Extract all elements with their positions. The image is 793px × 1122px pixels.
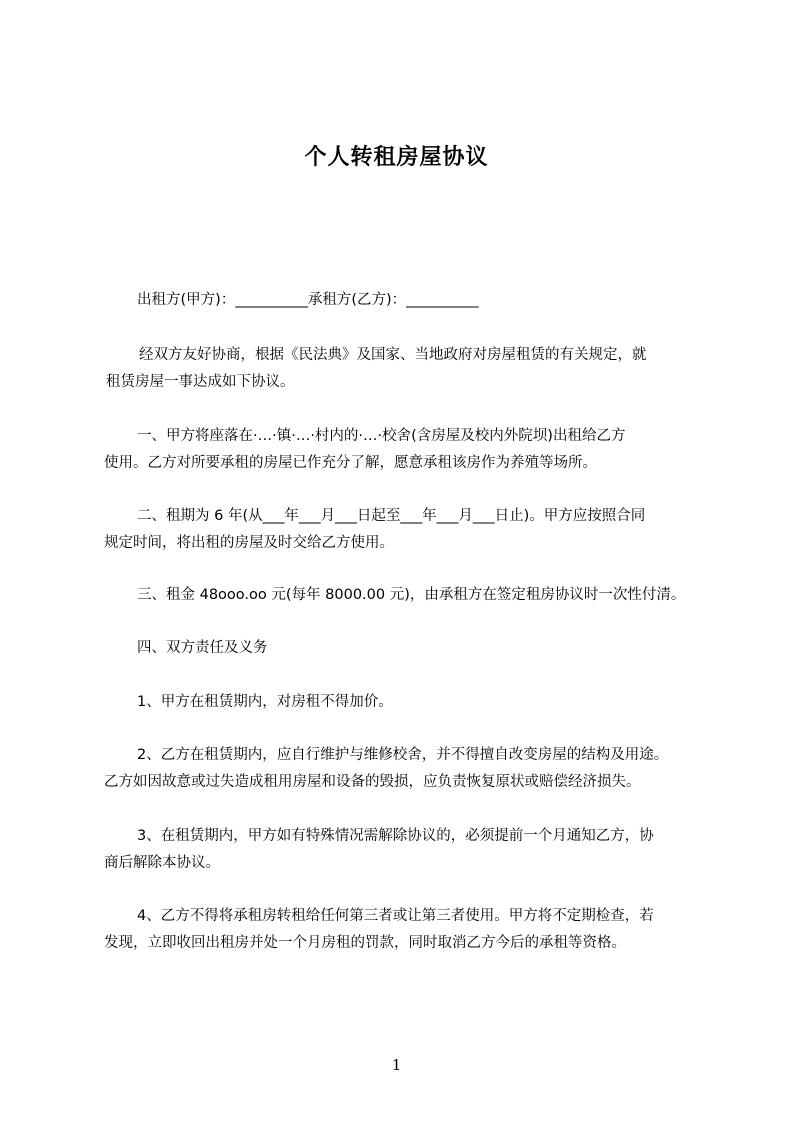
clause2-line-2: 规定时间，将出租的房屋及时交给乙方使用。 xyxy=(104,535,394,551)
item4-line-2: 发现，立即收回出租房并处一个月房租的罚款，同时取消乙方今后的承租等资格。 xyxy=(104,935,626,951)
clause1-line-2: 使用。乙方对所要承租的房屋已作充分了解，愿意承租该房作为养殖等场所。 xyxy=(104,455,597,471)
item3-line-2: 商后解除本协议。 xyxy=(104,855,220,871)
item3-line-1: 3、在租赁期内，甲方如有特殊情况需解除协议的，必须提前一个月通知乙方，协 xyxy=(137,828,654,844)
parties-line: 出租方(甲方)：__________承租方(乙方)：__________ xyxy=(137,292,479,308)
clause4-heading: 四、双方责任及义务 xyxy=(137,640,268,656)
clause3-line: 三、租金 48ooo.oo 元(每年 8000.00 元)，由承租方在签定租房协议时一次性付清。 xyxy=(137,587,686,603)
clause2-line-1: 二、租期为 6 年(从___年___月___日起至___年___月___日止)。甲方应按照合同 xyxy=(137,508,646,524)
document-title: 个人转租房屋协议 xyxy=(304,145,489,170)
page-number: 1 xyxy=(391,1056,402,1074)
item4-line-1: 4、乙方不得将承租房转租给任何第三者或让第三者使用。甲方将不定期检查，若 xyxy=(137,908,654,924)
intro-line-2: 租赁房屋一事达成如下协议。 xyxy=(106,374,295,390)
item2-line-2: 乙方如因故意或过失造成租用房屋和设备的毁损，应负责恢复原状或赔偿经济损失。 xyxy=(104,774,641,790)
item2-line-1: 2、乙方在租赁期内，应自行维护与维修校舍，并不得擅自改变房屋的结构及用途。 xyxy=(137,747,669,763)
item1-line: 1、甲方在租赁期内，对房租不得加价。 xyxy=(137,694,393,710)
clause1-line-1: 一、甲方将座落在·…·镇·…·村内的·…·校舍(含房屋及校内外院坝)出租给乙方 xyxy=(137,428,626,444)
intro-line-1: 经双方友好协商，根据《民法典》及国家、当地政府对房屋租赁的有关规定，就 xyxy=(139,347,647,363)
